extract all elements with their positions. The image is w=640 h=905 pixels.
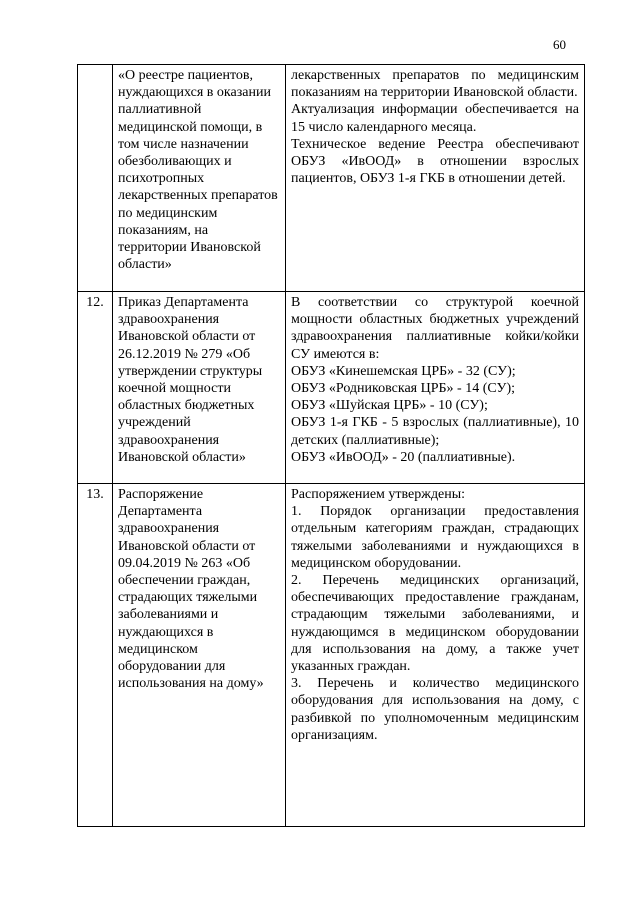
description-cell [286, 484, 585, 827]
row-number-cell [78, 65, 113, 292]
description-cell [286, 65, 585, 292]
description-paragraph: лекарственных препаратов по медицинским показаниям на территории Ивановской области. [291, 68, 579, 101]
description-paragraph: ОБУЗ «ИвООД» - 20 (паллиативные). [291, 449, 516, 465]
description-cell [286, 292, 585, 484]
description-paragraph: ОБУЗ «Кинешемская ЦРБ» - 32 (СУ); [291, 363, 516, 379]
description-paragraph: Распоряжением утверждены: [291, 487, 466, 502]
table-row [78, 65, 585, 292]
description-paragraph: ОБУЗ 1-я ГКБ - 5 взрослых (паллиативные), 10 детских (паллиативные); [291, 415, 579, 448]
description-paragraph: 3. Перечень и количество медицинского оборудования для использования на дому, с разбивкой по уполномоченным медицинским организациям. [291, 676, 579, 743]
description-paragraph: В соответствии со структурой коечной мощности областных бюджетных учреждений здравоохранения паллиативные койки/койки СУ имеются в: [291, 295, 579, 362]
document-title-cell: Распоряжение Департамента здравоохранения Ивановской области от 09.04.2019 № 263 «Об обеспечении граждан, страдающих тяжелыми заболеваниями и нуждающихся в медицинском оборудовании для использования на дому» [113, 484, 286, 827]
document-title-cell: Приказ Департамента здравоохранения Ивановской области от 26.12.2019 № 279 «Об утверждении структуры коечной мощности областных бюджетных учреждений здравоохранения Ивановской области» [113, 292, 286, 484]
description-paragraph: Актуализация информации обеспечивается на 15 число календарного месяца. [291, 102, 579, 135]
description-paragraph: 2. Перечень медицинских организаций, обеспечивающих предоставление гражданам, страдающим тяжелыми заболеваниями, и нуждающимся в медицинском оборудовании для использования на дому, а также учет указанных граждан. [291, 573, 579, 675]
document-table [77, 64, 585, 827]
page-number: 60 [553, 37, 566, 52]
table-row [78, 292, 585, 484]
table-row [78, 484, 585, 827]
description-paragraph: Техническое ведение Реестра обеспечивают ОБУЗ «ИвООД» в отношении взрослых пациентов, ОБУЗ 1-я ГКБ в отношении детей. [291, 136, 579, 187]
row-number-cell: 13. [78, 484, 113, 827]
description-paragraph: ОБУЗ «Родниковская ЦРБ» - 14 (СУ); [291, 381, 515, 397]
row-number-cell: 12. [78, 292, 113, 484]
description-paragraph: ОБУЗ «Шуйская ЦРБ» - 10 (СУ); [291, 398, 488, 414]
description-paragraph: 1. Порядок организации предоставления отдельным категориям граждан, страдающих тяжелыми заболеваниями и нуждающихся в медицинском оборудовании. [291, 504, 579, 571]
document-title-cell: «О реестре пациентов, нуждающихся в оказании паллиативной медицинской помощи, в том числе назначении обезболивающих и психотропных лекарственных препаратов по медицинским показаниям, на территории Ивановской области» [113, 65, 286, 292]
